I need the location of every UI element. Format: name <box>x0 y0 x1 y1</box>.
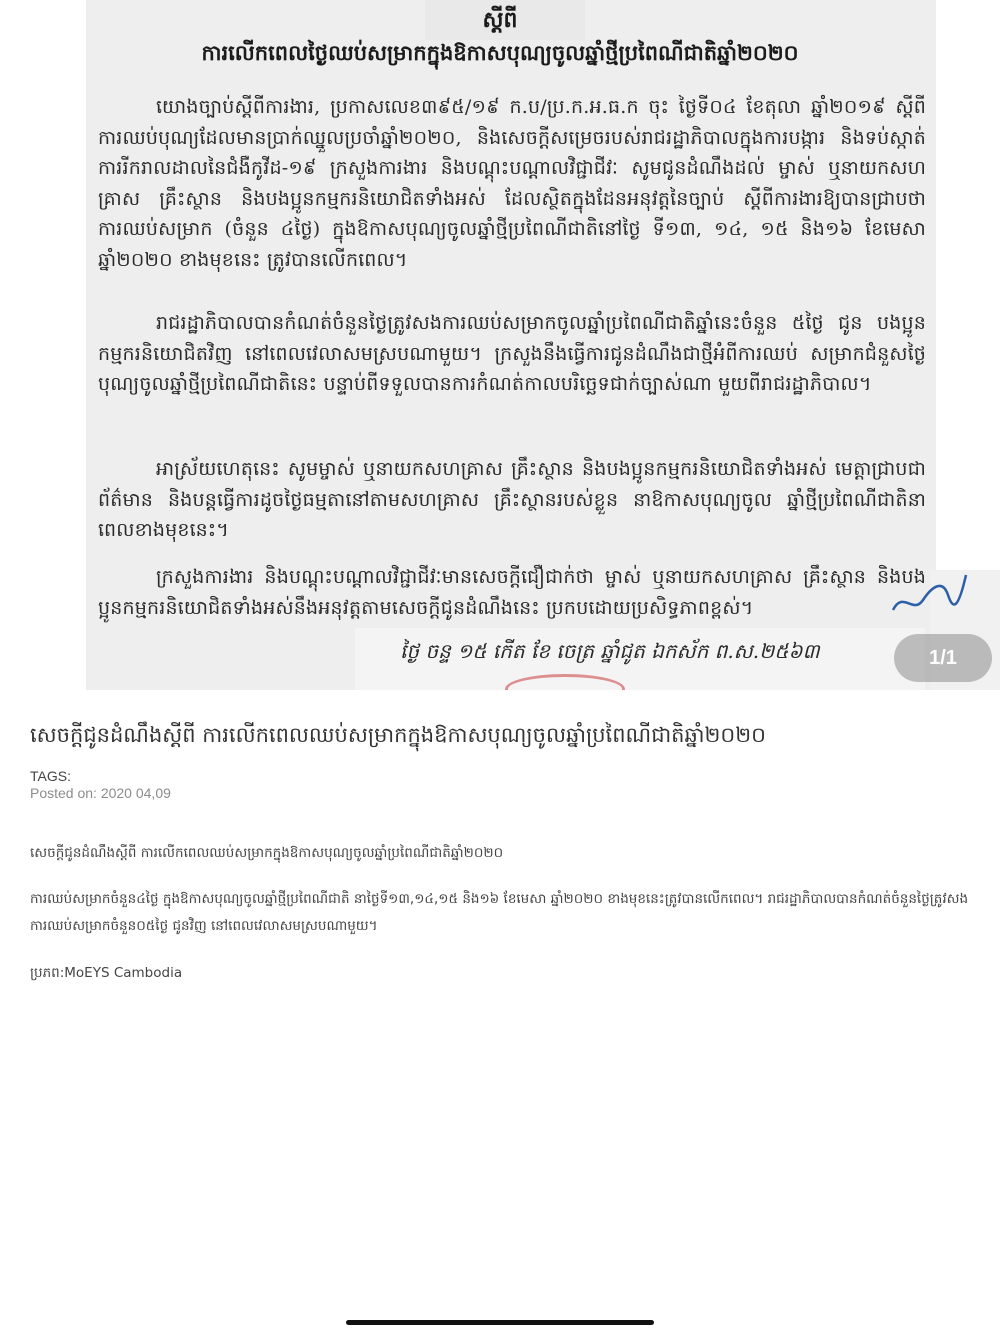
tags-label: TAGS: <box>30 768 71 784</box>
article-title: សេចក្តីជូនដំណឹងស្តីពី ការលើកពេលឈប់សម្រាកក្នុងឱកាសបុណ្យចូលឆ្នាំប្រពៃណីជាតិឆ្នាំ២០២០ <box>30 723 767 747</box>
article-source: ប្រភព:MoEYS Cambodia <box>30 965 183 981</box>
page-counter-badge[interactable]: 1/1 <box>894 634 992 682</box>
article-body: ការឈប់សម្រាកចំនួន៤ថ្ងៃ ក្នុងឱកាសបុណ្យចូលឆ្នាំថ្មីប្រពៃណីជាតិ នាថ្ងៃទី១៣,១៤,១៥ និង១៦ ខែមេសា ឆ្នាំ២០២០ ខាងមុខនេះត្រូវបានលើកពេល។ រាជរដ្ឋាភិបាលបានកំណត់ចំនួនថ្ងៃត្រូវសង ការឈប់សម្រាកចំនួន០៥ថ្ងៃ ជូនវិញ នៅពេលវេលាសមស្របណាមួយ។ <box>30 891 969 934</box>
posted-on-date: Posted on: 2020 04,09 <box>30 785 171 801</box>
home-indicator[interactable] <box>346 1320 654 1325</box>
document-date-line: ថ្ងៃ ចន្ទ ១៥ កើត ខែ ចេត្រ ឆ្នាំជូត ឯកស័ក ព.ស.២៥៦៣ <box>400 639 820 663</box>
document-paragraph-1: យោងច្បាប់ស្តីពីការងារ, ប្រកាសលេខ៣៩៥/១៩ ក.ប/ប្រ.ក.អ.ធ.ក ចុះ ថ្ងៃទី០៤ ខែតុលា ឆ្នាំ២០១៩ ស្តីពីការឈប់បុណ្យដែលមានប្រាក់ឈ្នួលប្រចាំឆ្នាំ២០២០, និងសេចក្តីសម្រេចរបស់រាជរដ្ឋាភិបាលក្នុងការបង្ការ និងទប់ស្កាត់ការរីករាលដាលនៃជំងឺកូវីដ-១៩ ក្រសួងការងារ និងបណ្តុះបណ្តាលវិជ្ជាជីវៈ សូមជូនដំណឹងដល់ ម្ចាស់ ឬនាយកសហគ្រាស គ្រឹះស្ថាន និងបងប្អូនកម្មករនិយោជិតទាំងអស់ ដែលស្ថិតក្នុងដែនអនុវត្តនៃច្បាប់ ស្តីពីការងារឱ្យបានជ្រាបថា ការឈប់សម្រាក (ចំនួន ៤ថ្ងៃ) ក្នុងឱកាសបុណ្យចូលឆ្នាំថ្មីប្រពៃណីជាតិនៅថ្ងៃ ទី១៣, ១៤, ១៥ និង១៦ ខែមេសា ឆ្នាំ២០២០ ខាងមុខនេះ ត្រូវបានលើកពេល។ <box>98 96 926 271</box>
document-paragraph-4: ក្រសួងការងារ និងបណ្តុះបណ្តាលវិជ្ជាជីវៈមានសេចក្តីជឿជាក់ថា ម្ចាស់ ឬនាយកសហគ្រាស គ្រឹះស្ថាន និងបងប្អូនកម្មករនិយោជិតទាំងអស់នឹងអនុវត្តតាមសេចក្តីជូនដំណឹងនេះ ប្រកបដោយប្រសិទ្ធភាពខ្ពស់។ <box>98 566 926 619</box>
document-subject: ការលើកពេលថ្ងៃឈប់សម្រាកក្នុងឱកាសបុណ្យចូលឆ្នាំថ្មីប្រពៃណីជាតិឆ្នាំ២០២០ <box>201 40 799 65</box>
signature-icon <box>888 570 968 620</box>
document-paragraph-2: រាជរដ្ឋាភិបាលបានកំណត់ចំនួនថ្ងៃត្រូវសងការឈប់សម្រាកចូលឆ្នាំប្រពៃណីជាតិឆ្នាំនេះចំនួន ៥ថ្ងៃ ជូន បងប្អូនកម្មករនិយោជិតវិញ នៅពេលវេលាសមស្របណាមួយ។ ក្រសួងនឹងធ្វើការជូនដំណឹងជាថ្មីអំពីការឈប់ សម្រាកជំនួសថ្ងៃបុណ្យចូលឆ្នាំថ្មីប្រពៃណីជាតិនេះ បន្ទាប់ពីទទួលបានការកំណត់កាលបរិច្ឆេទជាក់ច្បាស់ណា មួយពីរាជរដ្ឋាភិបាល។ <box>98 312 926 395</box>
document-heading: ស្តីពី <box>482 7 518 33</box>
document-paragraph-3: អាស្រ័យហេតុនេះ សូមម្ចាស់ ឬនាយកសហគ្រាស គ្រឹះស្ថាន និងបងប្អូនកម្មករនិយោជិតទាំងអស់ មេត្តាជ្រាបជាព័ត៌មាន និងបន្តធ្វើការដូចថ្ងៃធម្មតានៅតាមសហគ្រាស គ្រឹះស្ថានរបស់ខ្លួន នាឱកាសបុណ្យចូល ឆ្នាំថ្មីប្រពៃណីជាតិនាពេលខាងមុខនេះ។ <box>98 458 926 541</box>
article-summary: សេចក្តីជូនដំណឹងស្តីពី ការលើកពេលឈប់សម្រាកក្នុងឱកាសបុណ្យចូលឆ្នាំប្រពៃណីជាតិឆ្នាំ២០២០ <box>30 845 504 861</box>
